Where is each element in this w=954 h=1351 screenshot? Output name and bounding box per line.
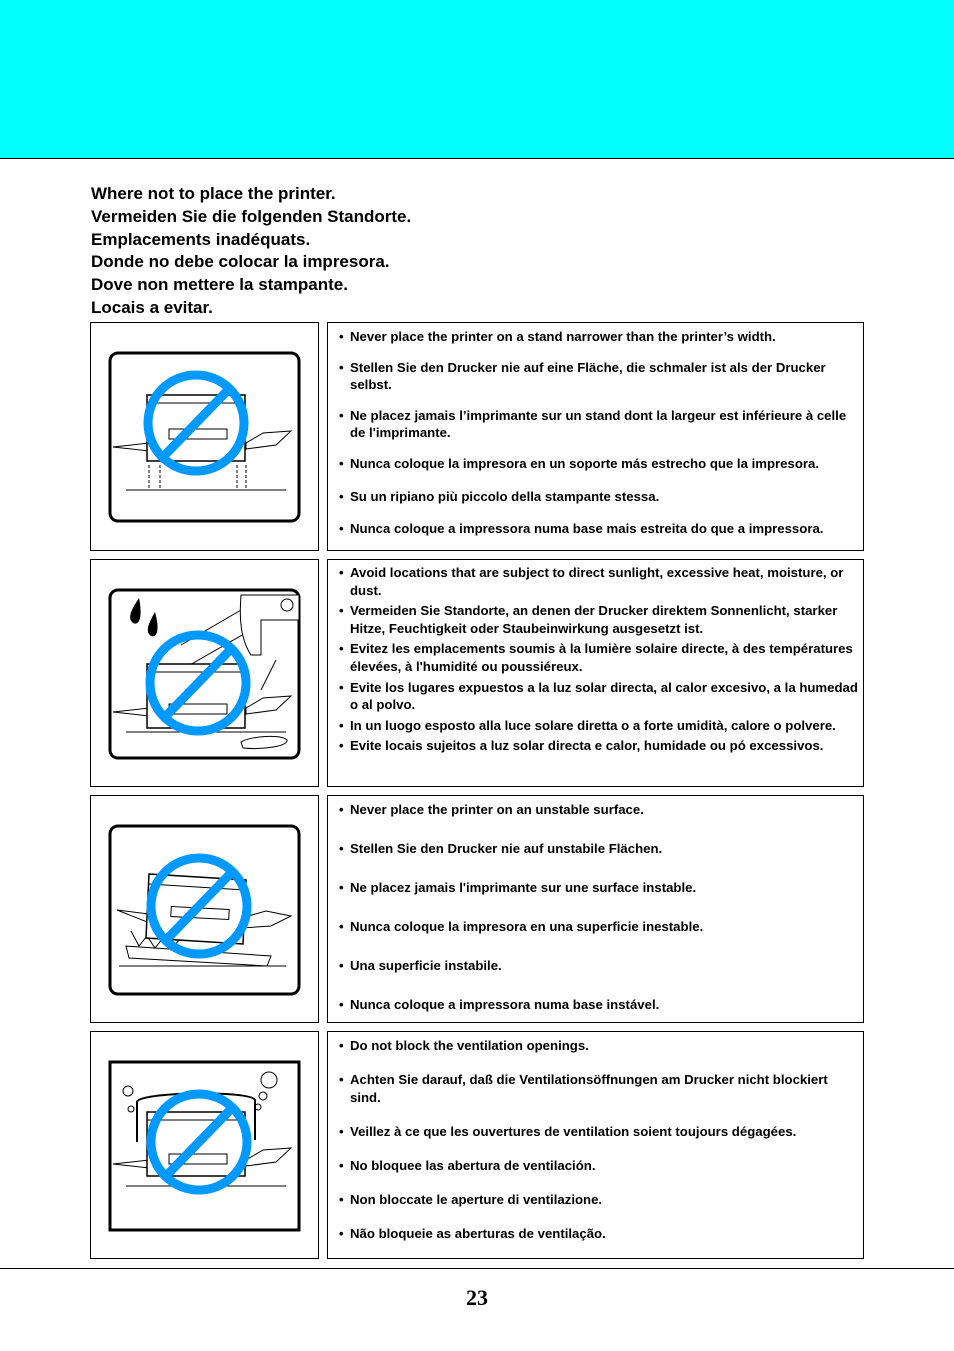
heading-es: Donde no debe colocar la impresora. [91,252,390,272]
instruction-en: • Avoid locations that are subject to direct sunlight, excessive heat, moisture, or dust. [339,564,859,599]
text-panel-narrow-stand [327,322,864,551]
instruction-list [339,801,859,1014]
heading-it: Dove non mettere la stampante. [91,275,348,295]
illustration-panel-narrow-stand [90,322,319,551]
instruction-fr: • Veillez à ce que les ouvertures de ventilation soient toujours dégagées. [339,1123,859,1141]
instruction-en: • Never place the printer on a stand narrower than the printer’s width. [339,328,859,346]
header-band [0,0,954,159]
unstable-surface-prohibited-icon [91,796,320,1024]
instruction-pt: • Nunca coloque a impressora numa base mais estreita do que a impressora. [339,520,859,538]
instruction-es: • Nunca coloque la impresora en un soporte más estrecho que la impresora. [339,455,859,473]
heading-de: Vermeiden Sie die folgenden Standorte. [91,206,412,226]
illustration-panel-ventilation [90,1031,319,1259]
instruction-pt: • Não bloqueie as aberturas de ventilação. [339,1225,859,1243]
footer-divider [0,1268,954,1269]
instruction-fr: • Ne placez jamais l'imprimante sur une surface instable. [339,879,859,897]
sunlight-heat-moisture-prohibited-icon [91,560,320,788]
instruction-es: • Evite los lugares expuestos a la luz solar directa, al calor excesivo, a la humedad o al polvo. [339,679,859,714]
section-headings [91,183,411,320]
instruction-en: • Do not block the ventilation openings. [339,1037,859,1055]
instruction-de: • Vermeiden Sie Standorte, an denen der Drucker direktem Sonnenlicht, starker Hitze, Feuchtigkeit oder Staubeinwirkung ausgesetzt ist. [339,602,859,637]
narrow-stand-prohibited-icon [91,323,320,552]
instruction-it: • Una superficie instabile. [339,957,859,975]
instruction-list [339,1037,859,1242]
instruction-fr: • Evitez les emplacements soumis à la lumière solaire directe, à des températures élevées, à l'humidité ou poussiéreux. [339,640,859,675]
heading-pt: Locais a evitar. [91,297,213,317]
illustration-panel-unstable-surface [90,795,319,1023]
page-number: 23 [466,1285,488,1310]
instruction-list [339,564,859,755]
instruction-de: • Stellen Sie den Drucker nie auf unstabile Flächen. [339,840,859,858]
instruction-de: • Stellen Sie den Drucker nie auf eine Fläche, die schmaler ist als der Drucker selbst. [339,359,859,394]
instruction-pt: • Evite locais sujeitos a luz solar directa e calor, humidade ou pó excessivos. [339,737,859,755]
text-panel-ventilation [327,1031,864,1259]
instruction-fr: • Ne placez jamais l’imprimante sur un stand dont la largeur est inférieure à celle de l'imprimante. [339,407,859,442]
text-panel-sunlight [327,559,864,787]
blocked-ventilation-prohibited-icon [91,1032,320,1260]
instruction-de: • Achten Sie darauf, daß die Ventilationsöffnungen am Drucker nicht blockiert sind. [339,1071,859,1106]
heading-en: Where not to place the printer. [91,184,336,203]
instruction-list [339,328,859,538]
instruction-it: • In un luogo esposto alla luce solare diretta o a forte umidità, calore o polvere. [339,717,859,735]
instruction-es: • Nunca coloque la impresora en una superficie inestable. [339,918,859,936]
instruction-en: • Never place the printer on an unstable surface. [339,801,859,819]
instruction-es: • No bloquee las abertura de ventilación. [339,1157,859,1175]
illustration-panel-sunlight [90,559,319,787]
instruction-it: • Su un ripiano più piccolo della stampante stessa. [339,488,859,506]
instruction-it: • Non bloccate le aperture di ventilazione. [339,1191,859,1209]
heading-fr: Emplacements inadéquats. [91,229,311,249]
instruction-pt: • Nunca coloque a impressora numa base instável. [339,996,859,1014]
text-panel-unstable-surface [327,795,864,1023]
